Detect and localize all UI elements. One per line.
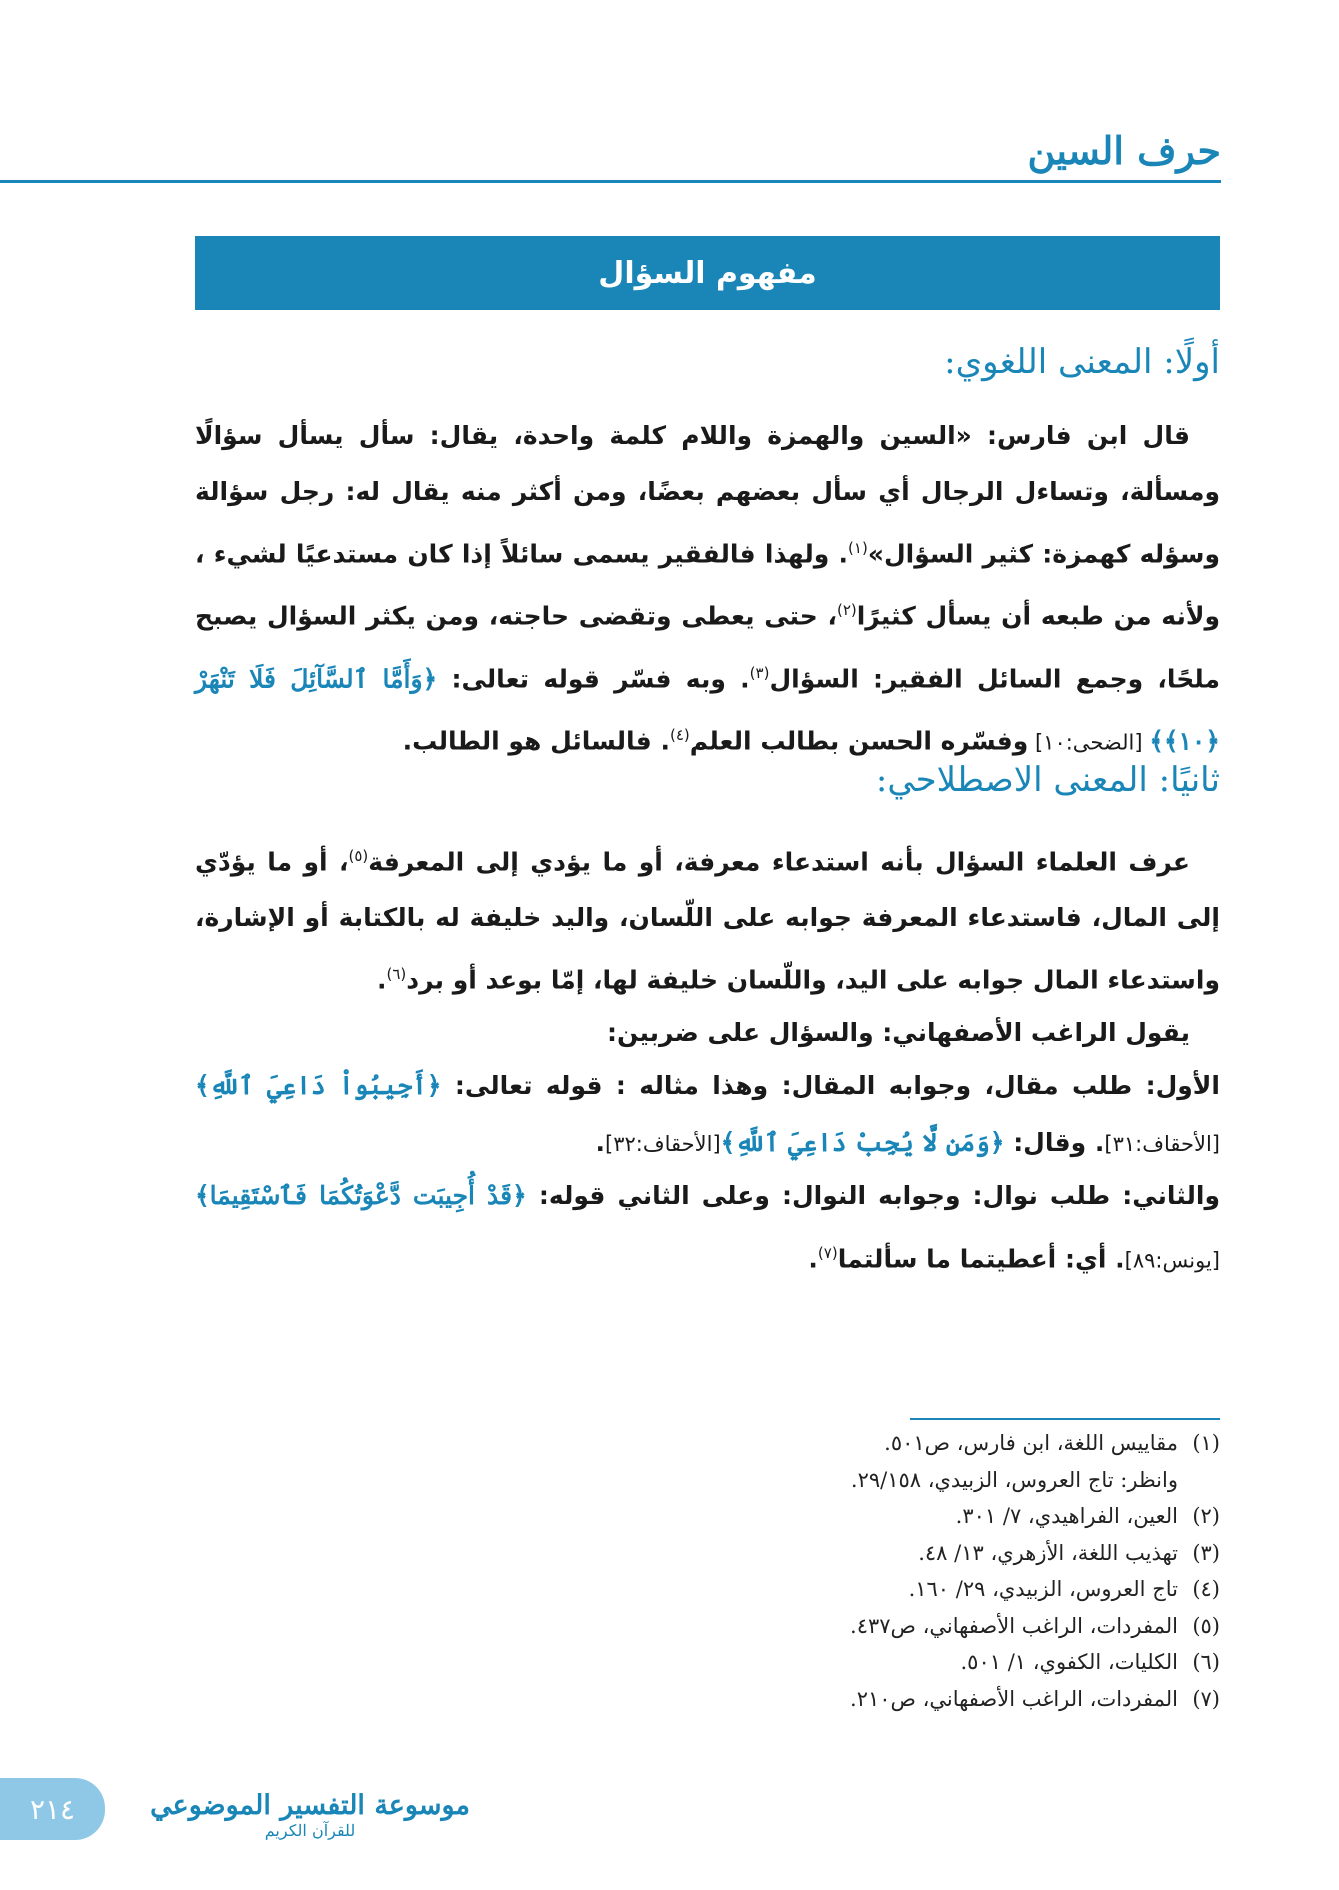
footnote-item [195, 1608, 1220, 1645]
text-run: طلب مقال، وجوابه المقال: وهذا مثاله : قوله تعالى: [441, 1071, 1146, 1100]
paragraph-linguistic [195, 408, 1220, 770]
paragraph-second-type [195, 1168, 1220, 1288]
text-run: . [376, 965, 387, 995]
footnote-number: (١) [1192, 1431, 1220, 1455]
footnote-text: تهذيب اللغة، الأزهري، ١٣/ ٤٨. [918, 1540, 1178, 1565]
footnote-ref-1[interactable]: (١) [848, 539, 868, 557]
footnote-ref-7[interactable]: (٧) [817, 1244, 838, 1262]
verse-reference: [الضحى:١٠] [1028, 730, 1150, 755]
paragraph-raghib-intro [195, 1005, 1220, 1061]
type-label-first: الأول: [1145, 1071, 1220, 1100]
title-bar [195, 236, 1220, 310]
quran-verse: ﴿وَأَمَّا ٱلسَّآئِلَ فَلَا تَنْهَرْ ﴿١٠﴾﴾ [195, 663, 1220, 756]
text-run: . ولهذا فالفقير يسمى سائلاً إذا كان مستدعيًا لشيء ، ولأنه من طبعه أن يسأل كثيرًا [195, 539, 1220, 631]
footnote-number: (٧) [1192, 1686, 1220, 1711]
series-logo [140, 1760, 480, 1870]
series-subtitle: للقرآن الكريم [264, 1821, 356, 1840]
footnote-ref-4[interactable]: (٤) [669, 725, 690, 744]
text-run: عرف العلماء السؤال بأنه استدعاء معرفة، أو ما يؤدي إلى المعرفة [368, 847, 1191, 877]
page-number: ٢١٤ [29, 1792, 76, 1826]
text-run: . فالسائل هو الطالب. [402, 726, 670, 756]
type-label-second: والثاني: [1122, 1181, 1220, 1210]
footnote-text: المفردات، الراغب الأصفهاني، ص٢١٠. [850, 1686, 1178, 1711]
text-run: طلب نوال: وجوابه النوال: وعلى الثاني قوله: [526, 1181, 1123, 1210]
section-heading-linguistic: أولًا: المعنى اللغوي: [944, 342, 1220, 382]
page-number-tab [0, 1778, 105, 1840]
footnote-ref-5[interactable]: (٥) [348, 847, 369, 865]
footnote-text: تاج العروس، الزبيدي، ٢٩/ ١٦٠. [908, 1577, 1178, 1601]
footnote-number: (٥) [1192, 1613, 1220, 1638]
paragraph-technical [195, 828, 1220, 1009]
footnote-number: (٢) [1192, 1504, 1220, 1528]
text-run: . وبه فسّر قوله تعالى: [437, 663, 750, 693]
footnotes [195, 1425, 1220, 1717]
footnote-text: المفردات، الراغب الأصفهاني، ص٤٣٧. [850, 1613, 1178, 1638]
footnote-item [195, 1425, 1220, 1462]
quran-verse: ﴿قَدْ أُجِيبَت دَّعْوَتُكُمَا فَٱسْتَقِيمَا﴾ [195, 1181, 527, 1210]
footnote-ref-2[interactable]: (٢) [836, 601, 857, 620]
footnote-item [195, 1644, 1220, 1681]
verse-reference: [الأحقاف:٣١] [1104, 1132, 1220, 1156]
footnote-item [195, 1681, 1220, 1718]
footnote-ref-6[interactable]: (٦) [386, 965, 407, 984]
text-run: . أي: أعطيتما ما سألتما [837, 1244, 1125, 1274]
footnote-ref-3[interactable]: (٣) [749, 663, 770, 682]
footnote-item [195, 1535, 1220, 1572]
text-run: . وقال: [1004, 1128, 1105, 1157]
text-run: يقول الراغب الأصفهاني: والسؤال على ضربين: [606, 1018, 1190, 1047]
paragraph-first-type [195, 1058, 1220, 1172]
running-head: حرف السين [1027, 128, 1221, 173]
verse-reference: [يونس:٨٩] [1124, 1248, 1220, 1273]
text-run: ، أو ما يؤدّي إلى المال، فاستدعاء المعرفة جوابه على اللّسان، واليد خليفة له بالكتابة أو الإشارة، واستدعاء المال جوابه على اليد، واللّسان خليفة لها، إمّا بوعد أو برد [195, 847, 1220, 995]
quran-verse: ﴿وَمَن لَّا يُجِبْ دَاعِيَ ٱللَّهِ﴾ [720, 1128, 1005, 1157]
text-run: ، حتى يعطى وتقضى حاجته، ومن يكثر السؤال يصبح ملحًا، وجمع السائل الفقير: السؤال [195, 601, 1220, 693]
footnote-text: الكليات، الكفوي، ١/ ٥٠١. [960, 1650, 1178, 1674]
quran-verse: ﴿أَجِيبُواْ دَاعِيَ ٱللَّهِ﴾ [195, 1071, 442, 1100]
verse-reference: [الأحقاف:٣٢] [605, 1132, 721, 1156]
text-run: قال ابن فارس: «السين والهمزة واللام كلمة واحدة، يقال: سأل يسأل سؤالًا ومسألة، وتساءل الرجال أي سأل بعضهم بعضًا، ومن أكثر منه يقال له: رجل سؤالة وسؤله كهمزة: كثير السؤال» [195, 421, 1220, 569]
footnote-item [195, 1498, 1220, 1535]
footnote-rule [910, 1418, 1220, 1420]
text-run: . [808, 1244, 818, 1274]
footnote-item [195, 1571, 1220, 1608]
text-run: . [595, 1128, 606, 1157]
footnote-item [195, 1462, 1220, 1499]
series-title: موسوعة التفسير الموضوعي [150, 1790, 470, 1821]
footnote-number: (٣) [1192, 1540, 1220, 1565]
footnote-text: وانظر: تاج العروس، الزبيدي، ٢٩/١٥٨. [850, 1467, 1178, 1492]
footnote-number: (٤) [1192, 1577, 1220, 1601]
footnote-text: مقاييس اللغة، ابن فارس، ص٥٠١. [884, 1431, 1178, 1455]
footnote-number: (٦) [1192, 1650, 1220, 1674]
text-run: وفسّره الحسن بطالب العلم [689, 726, 1029, 756]
footnote-text: العين، الفراهيدي، ٧/ ٣٠١. [955, 1504, 1178, 1528]
header-rule [0, 180, 1221, 183]
section-heading-technical: ثانيًا: المعنى الاصطلاحي: [875, 760, 1220, 800]
page-title: مفهوم السؤال [598, 255, 817, 291]
